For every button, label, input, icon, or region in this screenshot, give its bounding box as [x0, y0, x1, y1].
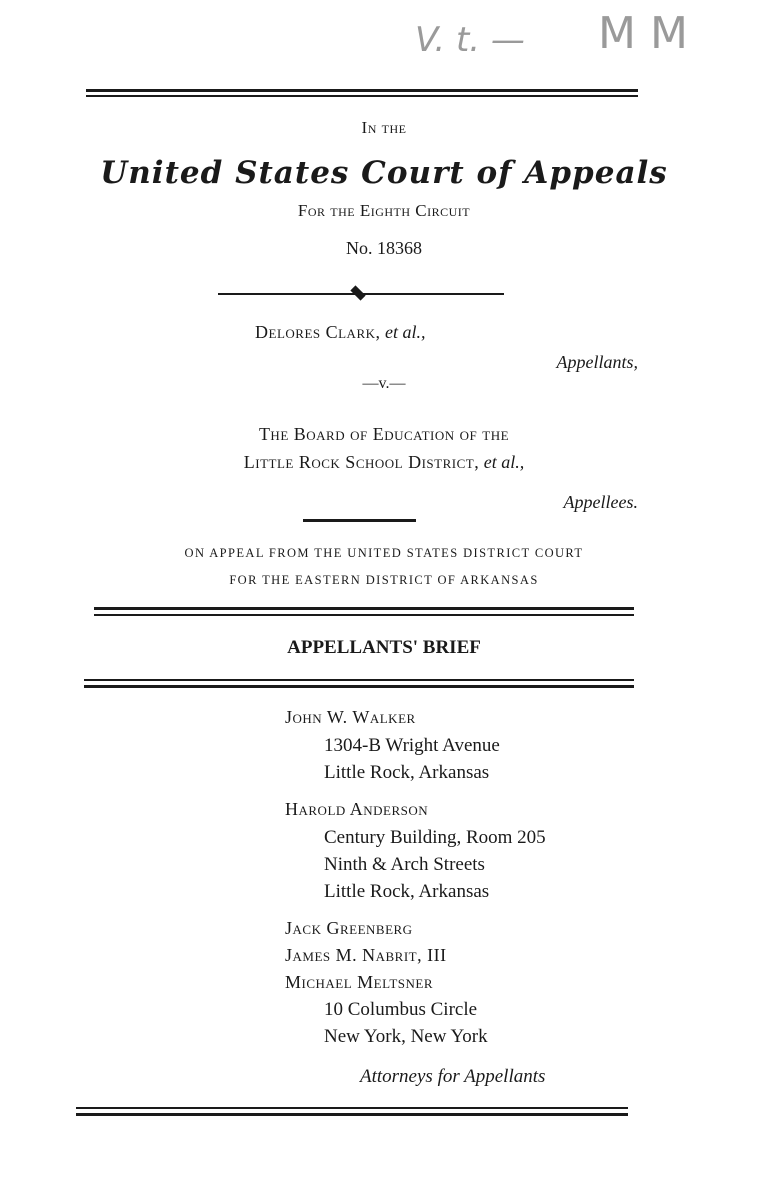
- appellee-district: Little Rock School District,: [243, 452, 480, 472]
- attorneys-for: Attorneys for Appellants: [360, 1066, 546, 1087]
- title-rule-bottom-thin: [84, 679, 634, 681]
- attorney-address-line: 1304-B Wright Avenue: [324, 735, 500, 756]
- appellee-etal: et al.,: [483, 452, 525, 472]
- appellant-etal: et al.,: [385, 322, 426, 342]
- attorney-name: James M. Nabrit, III: [285, 945, 447, 965]
- title-rule-top-thin: [94, 614, 634, 616]
- appeal-line-1: ON APPEAL FROM THE UNITED STATES DISTRICT COURT: [184, 546, 584, 560]
- versus: —v.—: [362, 375, 406, 392]
- bottom-rule-thin: [76, 1107, 628, 1109]
- handwritten-note-right: M M: [598, 8, 688, 59]
- title-rule-bottom: [84, 685, 634, 688]
- title-rule-top: [94, 607, 634, 610]
- attorney-address-line: Ninth & Arch Streets: [324, 854, 485, 875]
- circuit-name: For the Eighth Circuit: [297, 201, 471, 220]
- attorney-address-line: Little Rock, Arkansas: [324, 762, 490, 783]
- top-rule-thin: [86, 95, 638, 97]
- appellee-line-1: The Board of Education of the: [258, 424, 510, 444]
- attorney-name: Harold Anderson: [285, 799, 429, 819]
- appellant-line: [255, 322, 426, 343]
- caption-intro: In the: [361, 118, 407, 137]
- diamond-ornament-icon: [350, 285, 365, 300]
- attorney-name: Michael Meltsner: [285, 972, 434, 992]
- attorney-address-line: Little Rock, Arkansas: [324, 881, 490, 902]
- bottom-rule: [76, 1113, 628, 1116]
- top-rule: [86, 89, 638, 92]
- attorney-name: John W. Walker: [285, 707, 416, 727]
- appellee-role: Appellees.: [563, 492, 638, 512]
- appellant-role: Appellants,: [556, 352, 638, 372]
- short-divider: [303, 519, 416, 522]
- attorney-name: Jack Greenberg: [285, 918, 413, 938]
- court-name: United States Court of Appeals: [100, 155, 668, 191]
- handwritten-note-left: V. t. —: [415, 20, 525, 60]
- attorney-address-line: 10 Columbus Circle: [324, 999, 478, 1020]
- appellant-name: Delores Clark,: [255, 322, 381, 342]
- attorney-address-line: New York, New York: [324, 1026, 488, 1047]
- brief-title: APPELLANTS' BRIEF: [287, 637, 481, 658]
- appellee-line-2: [0, 452, 768, 473]
- appeal-line-2: FOR THE EASTERN DISTRICT OF ARKANSAS: [229, 573, 539, 587]
- case-number: No. 18368: [346, 238, 422, 258]
- attorney-address-line: Century Building, Room 205: [324, 827, 546, 848]
